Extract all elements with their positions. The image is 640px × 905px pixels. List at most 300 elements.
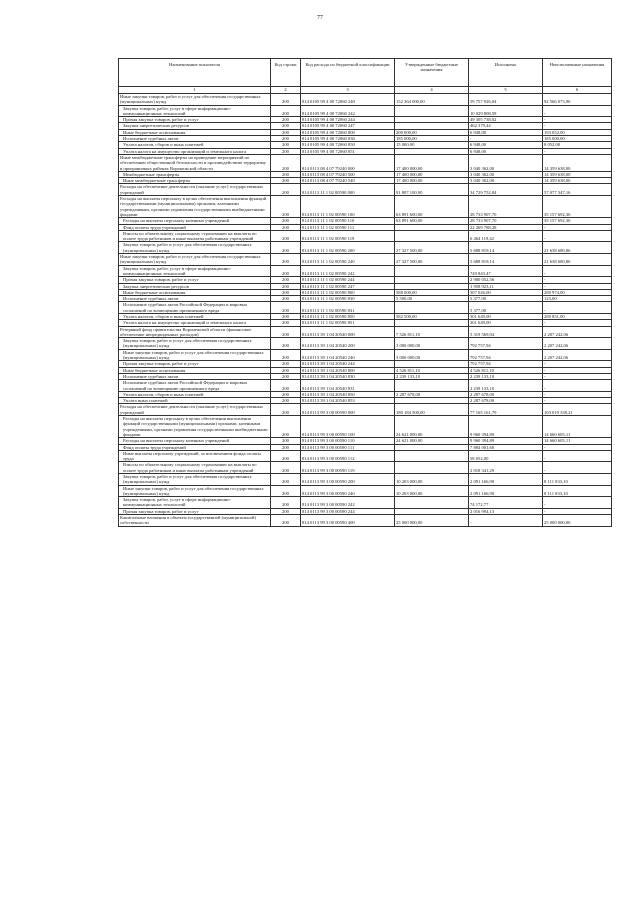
row-indicator-name: Расходы на обеспечение деятельности (оказание услуг) государственных учреждений (119, 184, 271, 196)
row-line-code: 200 (271, 416, 301, 438)
row-classification-code: 814 0113 11 1 02 00590 111 (301, 224, 395, 230)
row-indicator-name: Исполнение судебных актов (119, 136, 271, 142)
row-unexecuted-amount: - (543, 391, 612, 397)
row-executed-amount: 9 960 394,89 (469, 416, 543, 438)
row-approved-amount (395, 497, 469, 509)
row-executed-amount: 5 688 819,14 (469, 254, 543, 266)
row-approved-amount: 5 500,00 (395, 296, 469, 302)
row-approved-amount: 7 526 811,10 (395, 326, 469, 338)
table-row (119, 302, 612, 314)
row-line-code: 200 (271, 474, 301, 486)
row-indicator-name: Закупка товаров, работ и услуг для обеспечения государственных (муниципальных) нужд (119, 474, 271, 486)
row-line-code: 200 (271, 302, 301, 314)
row-classification-code: 814 0113 39 1 04 20540 244 (301, 361, 395, 367)
row-line-code: 200 (271, 117, 301, 123)
row-line-code: 200 (271, 391, 301, 397)
row-line-code: 200 (271, 289, 301, 295)
row-executed-amount: 22 269 788,28 (469, 224, 543, 230)
row-classification-code: 814 0105 99 4 00 72060 247 (301, 123, 395, 129)
row-indicator-name: Иные бюджетные ассигнования (119, 289, 271, 295)
row-unexecuted-amount: - (543, 302, 612, 314)
row-indicator-name: Исполнение судебных актов Российской Федерации и мировых соглашений по возмещению причиненного вреда (119, 302, 271, 314)
row-unexecuted-amount: 92 566 073,96 (543, 94, 612, 106)
row-approved-amount: 15 000,00 (395, 142, 469, 148)
row-unexecuted-amount: - (543, 497, 612, 509)
table-row (119, 196, 612, 218)
row-line-code: 200 (271, 361, 301, 367)
row-approved-amount: 582 500,00 (395, 313, 469, 319)
row-indicator-name: Иные закупки товаров, работ и услуг для обеспечения государственных (муниципальных) нужд (119, 254, 271, 266)
row-executed-amount: 7 884 001,60 (469, 444, 543, 450)
row-classification-code: 814 0105 99 4 00 72060 850 (301, 142, 395, 148)
row-line-code: 200 (271, 265, 301, 277)
row-executed-amount: 3 040 362,00 (469, 178, 543, 184)
row-indicator-name: Исполнение судебных актов (119, 296, 271, 302)
row-line-code: 200 (271, 230, 301, 242)
column-number: 1 (119, 87, 271, 94)
row-classification-code: 814 0113 11 1 02 00590 850 (301, 313, 395, 319)
row-classification-code: 814 0113 99 3 00 00590 400 (301, 515, 395, 527)
row-line-code: 200 (271, 283, 301, 289)
row-executed-amount: 307 026,00 (469, 289, 543, 295)
row-classification-code: 814 0113 11 1 02 00590 119 (301, 230, 395, 242)
row-indicator-name: Исполнение судебных актов Российской Федерации и мировых соглашений по возмещению причиненного вреда (119, 380, 271, 392)
row-executed-amount: 49 305 738,02 (469, 117, 543, 123)
row-indicator-name: Межбюджетные трансферты (119, 171, 271, 177)
row-line-code: 200 (271, 178, 301, 184)
row-line-code: 200 (271, 338, 301, 350)
row-indicator-name: Иные закупки товаров, работ и услуг для обеспечения государственных (муниципальных) нужд (119, 485, 271, 497)
table-row (119, 254, 612, 266)
row-line-code: 200 (271, 154, 301, 171)
row-unexecuted-amount: - (543, 361, 612, 367)
row-approved-amount: 4 526 811,10 (395, 367, 469, 373)
row-indicator-name: Уплата иных платежей (119, 398, 271, 404)
row-indicator-name: Фонд оплаты труда учреждений (119, 444, 271, 450)
table-row (119, 462, 612, 474)
table-row (119, 497, 612, 509)
row-indicator-name: Расходы на обеспечение деятельности (оказание услуг) государственных учреждений (119, 404, 271, 416)
row-indicator-name: Закупка товаров, работ, услуг в сфере информационно-коммуникационных технологий (119, 105, 271, 117)
row-executed-amount: 28 733 907,70 (469, 218, 543, 224)
row-unexecuted-amount: - (543, 462, 612, 474)
row-unexecuted-amount: 21 638 680,86 (543, 254, 612, 266)
table-row (119, 154, 612, 171)
row-indicator-name: Расходы на выплаты персоналу казенных учреждений (119, 438, 271, 444)
row-indicator-name: Иные бюджетные ассигнования (119, 367, 271, 373)
row-unexecuted-amount: 14 359 638,00 (543, 178, 612, 184)
row-executed-amount: 5 377,00 (469, 302, 543, 314)
row-unexecuted-amount: - (543, 265, 612, 277)
row-indicator-name: Уплата налогов, сборов и иных платежей (119, 313, 271, 319)
header-approved: Утвержденные бюджетные назначения (395, 59, 469, 87)
column-number: 4 (395, 87, 469, 94)
budget-execution-table (118, 58, 612, 527)
row-executed-amount: 2 287 678,00 (469, 391, 543, 397)
row-approved-amount: 152 364 000,00 (395, 94, 469, 106)
row-classification-code: 814 0113 99 3 00 00590 100 (301, 416, 395, 438)
row-approved-amount: 63 891 600,00 (395, 196, 469, 218)
row-approved-amount (395, 105, 469, 117)
row-unexecuted-amount: 280 851,00 (543, 313, 612, 319)
table-row (119, 474, 612, 486)
row-classification-code: 814 0113 08 4 07 79240 500 (301, 171, 395, 177)
row-classification-code: 814 0113 11 1 02 00590 200 (301, 242, 395, 254)
row-approved-amount: 27 327 500,00 (395, 242, 469, 254)
row-indicator-name: Расходы на выплаты персоналу в целях обеспечения выполнения функций государственными (муниципальными) органами, казенными учреждениями, органами управления государственными внебюджетными фондами (119, 196, 271, 218)
row-classification-code: 814 0113 11 1 02 00590 240 (301, 254, 395, 266)
row-line-code: 200 (271, 218, 301, 224)
row-indicator-name: Прочая закупка товаров, работ и услуг (119, 117, 271, 123)
row-unexecuted-amount: - (543, 230, 612, 242)
row-executed-amount: 34 729 752,84 (469, 184, 543, 196)
row-executed-amount: 792 757,94 (469, 338, 543, 350)
row-classification-code: 814 0113 39 1 04 20540 831 (301, 380, 395, 392)
row-approved-amount: 10 203 000,00 (395, 474, 469, 486)
row-line-code: 200 (271, 373, 301, 379)
row-executed-amount: 2 287 678,00 (469, 398, 543, 404)
row-classification-code: 814 0113 11 1 02 00590 242 (301, 265, 395, 277)
row-line-code: 200 (271, 142, 301, 148)
row-approved-amount: 25 000 000,00 (395, 515, 469, 527)
header-unexecuted: Неисполненные назначения (543, 59, 612, 87)
row-indicator-name: Расходы на выплаты персоналу в целях обеспечения выполнения функций государственными (муниципальными) органами, казенными учреждениями, органами управления государственными внебюджетными фондами (119, 416, 271, 438)
table-row (119, 326, 612, 338)
row-classification-code: 814 0113 39 1 04 20540 830 (301, 373, 395, 379)
row-line-code: 200 (271, 224, 301, 230)
row-executed-amount: 4 526 811,10 (469, 367, 543, 373)
row-unexecuted-amount: 14 660 605,11 (543, 438, 612, 444)
row-approved-amount: 17 400 000,00 (395, 171, 469, 177)
row-line-code: 200 (271, 129, 301, 135)
row-approved-amount: 3 000 000,00 (395, 338, 469, 350)
row-unexecuted-amount: 2 207 242,06 (543, 349, 612, 361)
row-line-code: 200 (271, 196, 301, 218)
table-row (119, 450, 612, 462)
row-classification-code: 814 0105 99 4 00 72060 240 (301, 94, 395, 106)
row-classification-code: 814 0113 99 3 00 00590 110 (301, 438, 395, 444)
row-executed-amount: 792 757,94 (469, 349, 543, 361)
row-classification-code: 814 0113 11 1 02 00590 830 (301, 296, 395, 302)
row-executed-amount: 6 948,00 (469, 129, 543, 135)
row-classification-code: 814 0105 99 4 00 72060 851 (301, 148, 395, 154)
row-executed-amount: 6 948,00 (469, 142, 543, 148)
column-number: 3 (301, 87, 395, 94)
row-approved-amount: 24 621 000,00 (395, 438, 469, 444)
row-line-code: 200 (271, 515, 301, 527)
row-classification-code: 814 0113 99 3 00 00590 112 (301, 450, 395, 462)
row-indicator-name: Уплата налога на имущество организаций и земельного налога (119, 320, 271, 326)
row-line-code: 200 (271, 277, 301, 283)
row-approved-amount: 24 621 000,00 (395, 416, 469, 438)
header-line-code: Код строки (271, 59, 301, 87)
row-line-code: 200 (271, 242, 301, 254)
row-unexecuted-amount: 2 207 242,06 (543, 338, 612, 350)
row-approved-amount: 588 000,00 (395, 289, 469, 295)
row-approved-amount (395, 230, 469, 242)
row-executed-amount: 3 040 362,00 (469, 154, 543, 171)
table-row (119, 242, 612, 254)
row-unexecuted-amount: 57 077 347,16 (543, 184, 612, 196)
table-row (119, 338, 612, 350)
row-approved-amount: 180 184 500,00 (395, 404, 469, 416)
row-unexecuted-amount: 14 660 605,11 (543, 416, 612, 438)
row-line-code: 200 (271, 438, 301, 444)
row-unexecuted-amount: - (543, 283, 612, 289)
header-classification-code: Код расхода по бюджетной классификации (301, 59, 395, 87)
row-executed-amount: 749 843,47 (469, 265, 543, 277)
row-executed-amount: 2 091 166,90 (469, 485, 543, 497)
header-indicator-name: Наименование показателя (119, 59, 271, 87)
row-approved-amount: 2 287 678,00 (395, 391, 469, 397)
row-unexecuted-amount: - (543, 148, 612, 154)
row-indicator-name: Уплата налога на имущество организаций и земельного налога (119, 148, 271, 154)
row-executed-amount: 6 464 119,42 (469, 230, 543, 242)
row-indicator-name: Уплата налогов, сборов и иных платежей (119, 142, 271, 148)
row-classification-code: 814 0113 08 4 07 79240 000 (301, 154, 395, 171)
row-classification-code: 814 0113 11 1 02 00590 831 (301, 302, 395, 314)
table-row (119, 94, 612, 106)
row-line-code: 200 (271, 444, 301, 450)
table-row (119, 105, 612, 117)
row-indicator-name: Иные бюджетные ассигнования (119, 129, 271, 135)
row-indicator-name: Взносы по обязательному социальному страхованию на выплаты по оплате труда работников и иные выплаты работникам учреждений (119, 462, 271, 474)
row-classification-code: 814 0113 99 3 00 00590 119 (301, 462, 395, 474)
row-line-code: 200 (271, 404, 301, 416)
row-unexecuted-amount: - (543, 380, 612, 392)
row-line-code: 200 (271, 462, 301, 474)
row-classification-code: 814 0113 11 1 02 00590 247 (301, 283, 395, 289)
row-indicator-name: Закупка энергетических ресурсов (119, 283, 271, 289)
row-executed-amount: 462 379,44 (469, 123, 543, 129)
row-approved-amount: 200 000,00 (395, 129, 469, 135)
column-number: 2 (271, 87, 301, 94)
row-classification-code: 814 0113 11 1 02 00590 800 (301, 289, 395, 295)
row-unexecuted-amount: - (543, 367, 612, 373)
row-unexecuted-amount: - (543, 508, 612, 514)
header-executed: Исполнено (469, 59, 543, 87)
table-row (119, 184, 612, 196)
row-unexecuted-amount: 123,00 (543, 296, 612, 302)
row-line-code: 200 (271, 326, 301, 338)
row-indicator-name: Закупка энергетических ресурсов (119, 123, 271, 129)
column-number: 5 (469, 87, 543, 94)
row-classification-code: 814 0113 08 4 07 79240 540 (301, 178, 395, 184)
row-approved-amount: 17 400 000,00 (395, 154, 469, 171)
row-indicator-name: Иные закупки товаров, работ и услуг для обеспечения государственных (муниципальных) нужд (119, 349, 271, 361)
row-line-code: 200 (271, 94, 301, 106)
row-line-code: 200 (271, 296, 301, 302)
table-header-row (119, 59, 612, 87)
row-line-code: 200 (271, 450, 301, 462)
row-classification-code: 814 0113 99 3 00 00590 242 (301, 497, 395, 509)
row-unexecuted-amount: - (543, 398, 612, 404)
row-executed-amount: 792 757,94 (469, 361, 543, 367)
table-row (119, 380, 612, 392)
row-indicator-name: Иные закупки товаров, работ и услуг для обеспечения государственных (муниципальных) нужд (119, 94, 271, 106)
row-approved-amount (395, 380, 469, 392)
row-approved-amount: 91 807 100,00 (395, 184, 469, 196)
row-indicator-name: Иные межбюджетные трансферты на проведение мероприятий по обеспечению общественной безопасности и противодействию терроризму в приграничных районах Воронежской области (119, 154, 271, 171)
row-unexecuted-amount: 21 638 680,86 (543, 242, 612, 254)
row-approved-amount: 17 400 000,00 (395, 178, 469, 184)
row-approved-amount (395, 302, 469, 314)
column-number: 6 (543, 87, 612, 94)
row-classification-code: 814 0113 39 1 04 20540 000 (301, 326, 395, 338)
row-classification-code: 814 0113 39 1 04 20540 200 (301, 338, 395, 350)
row-approved-amount: 185 000,00 (395, 136, 469, 142)
row-approved-amount: 27 327 500,00 (395, 254, 469, 266)
row-line-code: 200 (271, 398, 301, 404)
row-executed-amount: 58 052,00 (469, 450, 543, 462)
row-unexecuted-amount: 193 052,00 (543, 129, 612, 135)
row-classification-code: 814 0113 99 3 00 00590 111 (301, 444, 395, 450)
row-line-code: 200 (271, 320, 301, 326)
row-line-code: 200 (271, 349, 301, 361)
row-unexecuted-amount: - (543, 444, 612, 450)
row-executed-amount: 2 091 166,90 (469, 474, 543, 486)
row-classification-code: 814 0105 99 4 00 72060 800 (301, 129, 395, 135)
table-row (119, 404, 612, 416)
row-executed-amount: 5 319 569,04 (469, 326, 543, 338)
row-classification-code: 814 0105 99 4 00 72060 242 (301, 105, 395, 117)
row-indicator-name: Закупка товаров, работ и услуг для обеспечения государственных (муниципальных) нужд (119, 242, 271, 254)
row-unexecuted-amount: - (543, 105, 612, 117)
row-classification-code: 814 0113 39 1 04 20540 800 (301, 367, 395, 373)
row-classification-code: 814 0113 11 1 02 00590 851 (301, 320, 395, 326)
row-classification-code: 814 0105 99 4 00 72060 244 (301, 117, 395, 123)
row-line-code: 200 (271, 313, 301, 319)
row-classification-code: 814 0113 11 1 02 00590 000 (301, 184, 395, 196)
row-line-code: 200 (271, 171, 301, 177)
row-unexecuted-amount: 8 052,00 (543, 142, 612, 148)
row-indicator-name: Прочая закупка товаров, работ и услуг (119, 508, 271, 514)
row-unexecuted-amount: - (543, 373, 612, 379)
table-row (119, 230, 612, 242)
row-unexecuted-amount: - (543, 117, 612, 123)
row-classification-code: 814 0113 99 3 00 00590 000 (301, 404, 395, 416)
row-executed-amount: 5 688 819,14 (469, 242, 543, 254)
row-classification-code: 814 0113 11 1 02 00590 100 (301, 196, 395, 218)
row-unexecuted-amount: 8 111 833,10 (543, 485, 612, 497)
row-approved-amount: 10 203 000,00 (395, 485, 469, 497)
row-line-code: 200 (271, 123, 301, 129)
row-unexecuted-amount: - (543, 224, 612, 230)
table-row (119, 515, 612, 527)
row-executed-amount: 6 948,00 (469, 148, 543, 154)
row-indicator-name: Уплата налогов, сборов и иных платежей (119, 391, 271, 397)
row-executed-amount: 59 757 926,04 (469, 94, 543, 106)
row-approved-amount: 2 239 133,10 (395, 373, 469, 379)
row-executed-amount: 28 733 907,70 (469, 196, 543, 218)
row-unexecuted-amount: 14 359 638,00 (543, 154, 612, 171)
row-indicator-name: Закупка товаров, работ, услуг в сфере информационно-коммуникационных технологий (119, 497, 271, 509)
row-line-code: 200 (271, 380, 301, 392)
row-classification-code: 814 0113 39 1 04 20540 853 (301, 398, 395, 404)
row-indicator-name: Иные выплаты персоналу учреждений, за исключением фонда оплаты труда (119, 450, 271, 462)
row-line-code: 200 (271, 136, 301, 142)
table-row (119, 416, 612, 438)
row-classification-code: 814 0113 39 1 04 20540 240 (301, 349, 395, 361)
table-row (119, 265, 612, 277)
row-unexecuted-amount: 14 359 638,00 (543, 171, 612, 177)
page-number: 77 (317, 15, 323, 21)
row-line-code: 200 (271, 367, 301, 373)
row-unexecuted-amount: - (543, 277, 612, 283)
row-classification-code: 814 0113 99 3 00 00590 240 (301, 485, 395, 497)
row-line-code: 200 (271, 148, 301, 154)
row-executed-amount: 2 239 133,10 (469, 380, 543, 392)
row-executed-amount: - (469, 515, 543, 527)
row-classification-code: 814 0113 39 1 04 20540 850 (301, 391, 395, 397)
row-unexecuted-amount: 35 157 692,30 (543, 218, 612, 224)
row-indicator-name: Прочая закупка товаров, работ и услуг (119, 361, 271, 367)
row-indicator-name: Закупка товаров, работ, услуг в сфере информационно-коммуникационных технологий (119, 265, 271, 277)
row-classification-code: 814 0113 11 1 02 00590 244 (301, 277, 395, 283)
row-unexecuted-amount: 35 157 692,30 (543, 196, 612, 218)
row-classification-code: 814 0113 11 1 02 00590 110 (301, 218, 395, 224)
row-unexecuted-amount: 8 111 833,10 (543, 474, 612, 486)
row-executed-amount: 5 377,00 (469, 296, 543, 302)
row-line-code: 200 (271, 184, 301, 196)
row-executed-amount: 9 960 394,89 (469, 438, 543, 444)
row-unexecuted-amount: - (543, 123, 612, 129)
row-line-code: 200 (271, 105, 301, 117)
row-indicator-name: Фонд оплаты труда учреждений (119, 224, 271, 230)
row-approved-amount: 3 000 000,00 (395, 349, 469, 361)
row-indicator-name: Закупка товаров, работ и услуг для обеспечения государственных (муниципальных) нужд (119, 338, 271, 350)
row-executed-amount: 301 649,00 (469, 320, 543, 326)
row-line-code: 200 (271, 497, 301, 509)
row-line-code: 200 (271, 254, 301, 266)
row-executed-amount: 3 040 362,00 (469, 171, 543, 177)
row-executed-amount: 1 958 923,11 (469, 283, 543, 289)
row-unexecuted-amount: 25 000 000,00 (543, 515, 612, 527)
row-indicator-name: Расходы на выплаты персоналу казенных учреждений (119, 218, 271, 224)
row-classification-code: 814 0113 99 3 00 00590 244 (301, 508, 395, 514)
row-executed-amount: 10 029 808,58 (469, 105, 543, 117)
row-classification-code: 814 0113 99 3 00 00590 200 (301, 474, 395, 486)
row-indicator-name: Капитальные вложения в объекты государственной (муниципальной) собственности (119, 515, 271, 527)
row-approved-amount (395, 462, 469, 474)
row-line-code: 200 (271, 485, 301, 497)
row-indicator-name: Резервный фонд правительства Воронежской области (финансовое обеспечение непредвиденных расходов) (119, 326, 271, 338)
row-indicator-name: Иные межбюджетные трансферты (119, 178, 271, 184)
row-executed-amount: 2 239 133,10 (469, 373, 543, 379)
row-indicator-name: Исполнение судебных актов (119, 373, 271, 379)
row-executed-amount: 2 018 341,29 (469, 462, 543, 474)
row-executed-amount: 301 649,00 (469, 313, 543, 319)
row-unexecuted-amount: - (543, 320, 612, 326)
row-unexecuted-amount: 2 207 242,06 (543, 326, 612, 338)
row-indicator-name: Взносы по обязательному социальному страхованию на выплаты по оплате труда работников и иные выплаты работникам учреждений (119, 230, 271, 242)
row-executed-amount: 2 980 052,56 (469, 277, 543, 283)
row-unexecuted-amount: 103 019 338,21 (543, 404, 612, 416)
table-row (119, 485, 612, 497)
row-approved-amount (395, 450, 469, 462)
row-approved-amount (395, 265, 469, 277)
row-line-code: 200 (271, 508, 301, 514)
row-approved-amount: 63 891 600,00 (395, 218, 469, 224)
row-executed-amount: 74 172,77 (469, 497, 543, 509)
row-unexecuted-amount: 280 974,00 (543, 289, 612, 295)
row-executed-amount: - (469, 136, 543, 142)
row-classification-code: 814 0105 99 4 00 72060 830 (301, 136, 395, 142)
table-row (119, 349, 612, 361)
row-unexecuted-amount: 185 000,00 (543, 136, 612, 142)
column-number-row (119, 87, 612, 94)
row-unexecuted-amount: - (543, 450, 612, 462)
